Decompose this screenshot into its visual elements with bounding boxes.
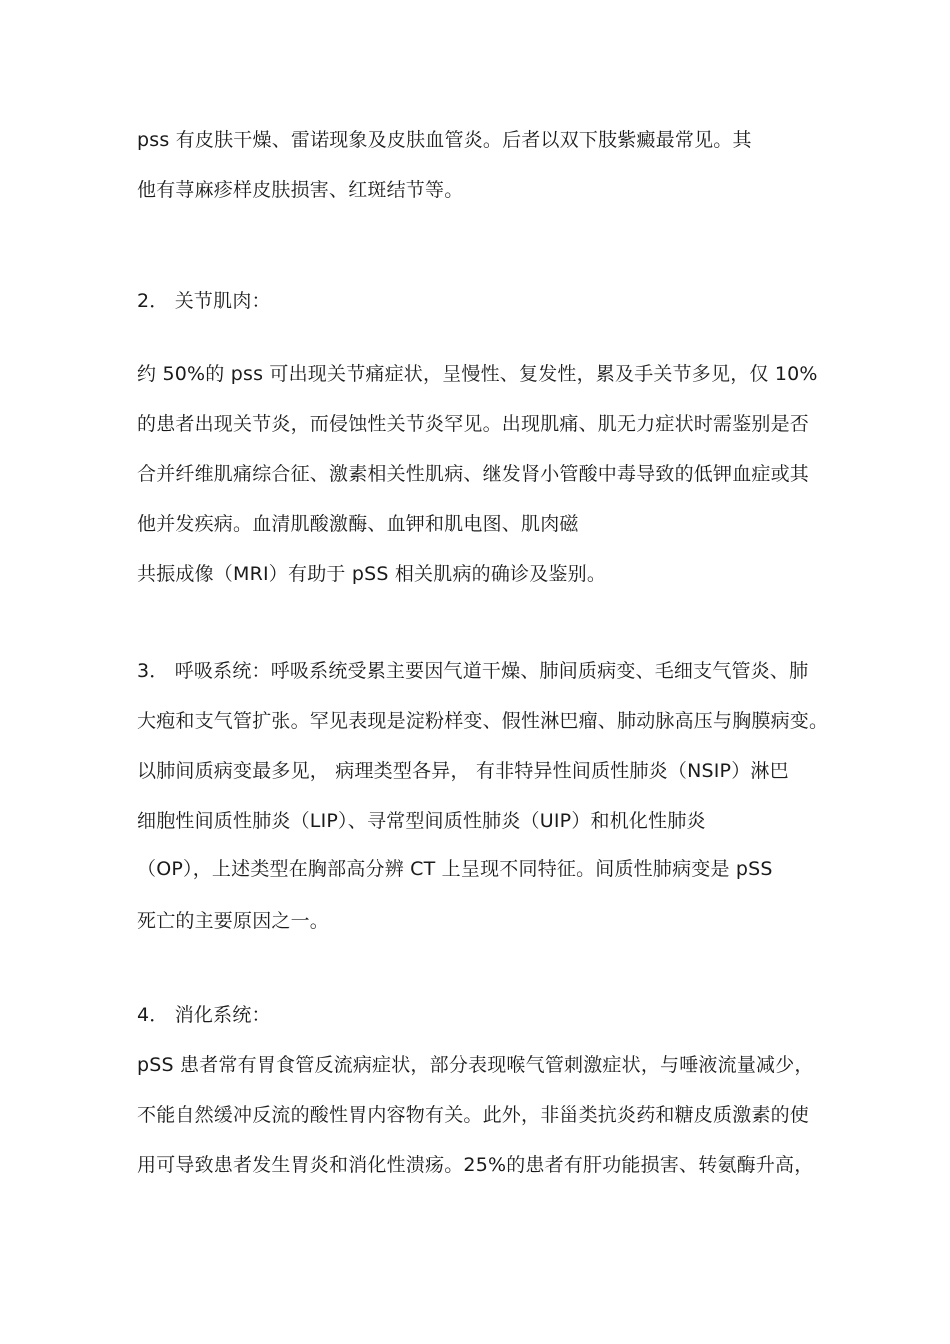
- paragraph-skin-line-1: pss 有皮肤干燥、雷诺现象及皮肤血管炎。后者以双下肢紫癜最常见。其: [137, 129, 752, 151]
- section-heading-joints-muscles: 2． 关节肌肉：: [137, 290, 271, 312]
- paragraph-digestive-line-1: pSS 患者常有胃食管反流病症状，部分表现喉气管刺激症状，与唾液流量减少，: [137, 1054, 814, 1076]
- section-heading-digestive: 4． 消化系统：: [137, 1004, 271, 1026]
- paragraph-respiratory-line-3: 以肺间质病变最多见， 病理类型各异， 有非特异性间质性肺炎（NSIP）淋巴: [137, 760, 789, 782]
- paragraph-respiratory-line-5: （OP），上述类型在胸部高分辨 CT 上呈现不同特征。间质性肺病变是 pSS: [137, 858, 773, 880]
- paragraph-joints-line-1: 约 50%的 pss 可出现关节痛症状，呈慢性、复发性，累及手关节多见，仅 10%: [137, 363, 818, 385]
- paragraph-respiratory-line-4: 细胞性间质性肺炎（LIP）、寻常型间质性肺炎（UIP）和机化性肺炎: [137, 810, 706, 832]
- paragraph-digestive-line-3: 用可导致患者发生胃炎和消化性溃疡。25%的患者有肝功能损害、转氨酶升高，: [137, 1154, 814, 1176]
- paragraph-joints-line-5: 共振成像（MRI）有助于 pSS 相关肌病的确诊及鉴别。: [137, 563, 607, 585]
- paragraph-joints-line-3: 合并纤维肌痛综合征、激素相关性肌病、继发肾小管酸中毒导致的低钾血症或其: [137, 463, 810, 485]
- section-heading-respiratory: 3． 呼吸系统：呼吸系统受累主要因气道干燥、肺间质病变、毛细支气管炎、肺: [137, 660, 809, 682]
- paragraph-respiratory-line-6: 死亡的主要原因之一。: [137, 910, 330, 932]
- paragraph-respiratory-line-2: 大疱和支气管扩张。罕见表现是淀粉样变、假性淋巴瘤、肺动脉高压与胸膜病变。: [137, 710, 829, 732]
- paragraph-joints-line-2: 的患者出现关节炎，而侵蚀性关节炎罕见。出现肌痛、肌无力症状时需鉴别是否: [137, 413, 810, 435]
- paragraph-joints-line-4: 他并发疾病。血清肌酸激酶、血钾和肌电图、肌肉磁: [137, 513, 579, 535]
- paragraph-digestive-line-2: 不能自然缓冲反流的酸性胃内容物有关。此外，非甾类抗炎药和糖皮质激素的使: [137, 1104, 810, 1126]
- paragraph-skin-line-2: 他有荨麻疹样皮肤损害、红斑结节等。: [137, 179, 464, 201]
